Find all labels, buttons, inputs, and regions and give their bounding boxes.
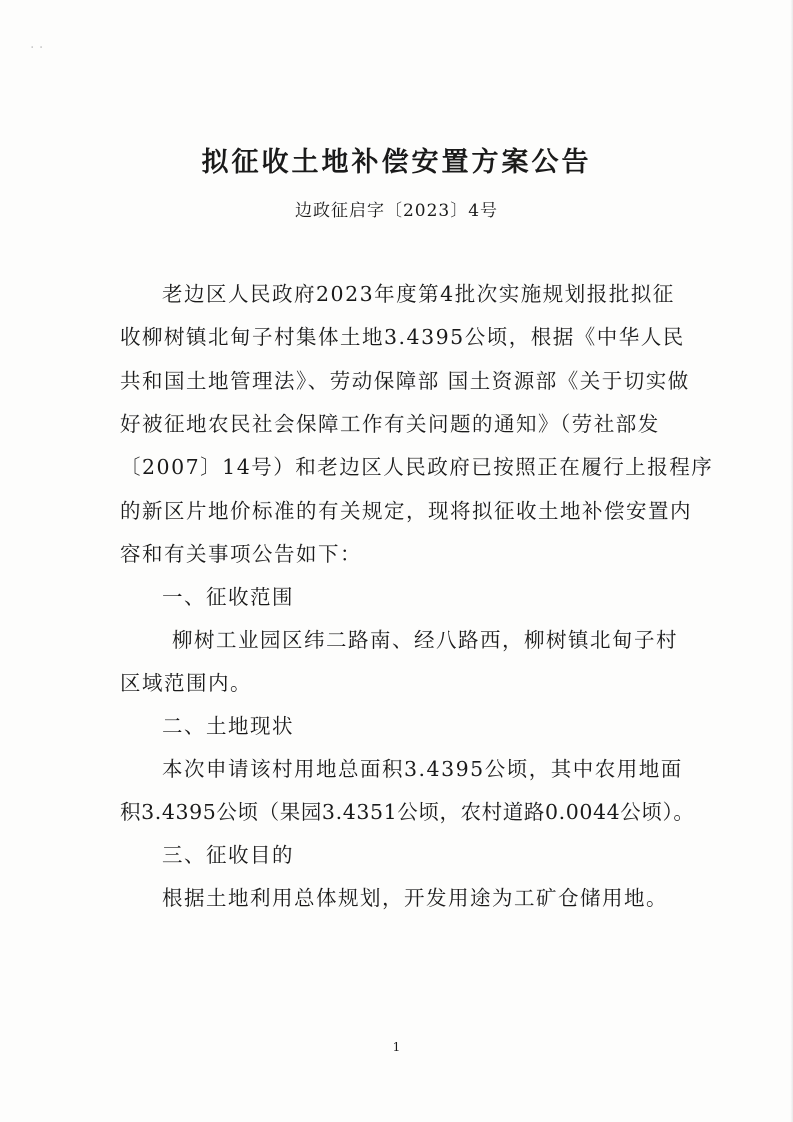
paragraph-line: 本次申请该村用地总面积3.4395公顷，其中农用地面 — [162, 757, 683, 781]
paragraph-line: 〔2007〕14号）和老边区人民政府已按照正在履行上报程序 — [120, 455, 714, 479]
section-heading: 三、征收目的 — [162, 843, 294, 867]
paragraph-line: 区域范围内。 — [120, 671, 252, 695]
document-number: 边政征启字〔2023〕4号 — [294, 201, 499, 221]
paragraph-line: 好被征地农民社会保障工作有关问题的通知》（劳社部发 — [120, 412, 660, 436]
page-number: 1 — [392, 1040, 401, 1054]
paragraph-line: 根据土地利用总体规划，开发用途为工矿仓储用地。 — [162, 886, 668, 910]
paragraph-line: 柳树工业园区纬二路南、经八路西，柳树镇北甸子村 — [172, 628, 678, 652]
section-heading: 二、土地现状 — [162, 714, 294, 738]
scan-mark: · · — [30, 40, 44, 56]
paragraph-line: 收柳树镇北甸子村集体土地3.4395公顷，根据《中华人民 — [120, 325, 685, 349]
paragraph-line: 老边区人民政府2023年度第4批次实施规划报批拟征 — [162, 282, 675, 306]
section-heading: 一、征收范围 — [162, 585, 294, 609]
paragraph-line: 积3.4395公顷（果园3.4351公顷，农村道路0.0044公顷）。 — [120, 800, 695, 824]
paragraph-line: 的新区片地价标准的有关规定，现将拟征收土地补偿安置内 — [120, 499, 692, 523]
page-title: 拟征收土地补偿安置方案公告 — [201, 147, 592, 178]
paragraph-line: 共和国土地管理法》、劳动保障部 国土资源部《关于切实做 — [120, 369, 690, 393]
paragraph-line: 容和有关事项公告如下： — [120, 542, 362, 566]
